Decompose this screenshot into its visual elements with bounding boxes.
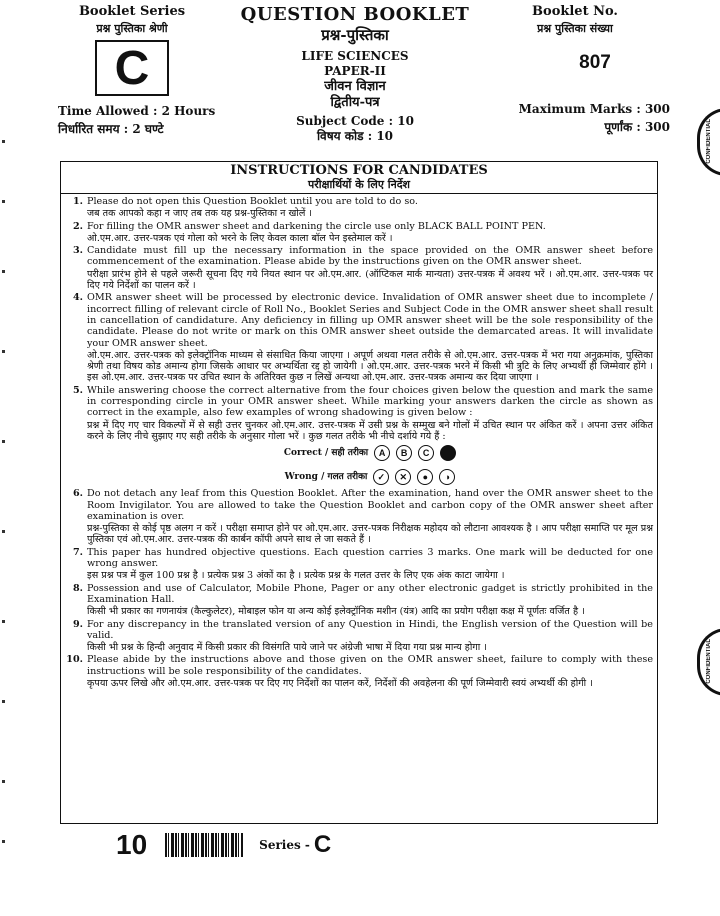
- correct-label: Correct / सही तरीका: [283, 447, 369, 458]
- instructions-title-hi: परीक्षार्थियों के लिए निर्देश: [61, 178, 657, 194]
- subject-name: LIFE SCIENCES: [301, 49, 409, 63]
- paper-name-hi: द्वितीय-पत्र: [330, 95, 380, 110]
- instruction-text-en: This paper has hundred objective questions. Each question carries 3 marks. One mark will be deducted for one wrong answer.: [87, 546, 653, 570]
- wrong-marking-example: [87, 469, 653, 485]
- maximum-marks: Maximum Marks : 300: [518, 102, 670, 116]
- time-allowed-hi: निर्धारित समय : 2 घण्टे: [58, 122, 164, 136]
- instruction-text-en: Do not detach any leaf from this Question Booklet. After the examination, hand over the OMR answer sheet to the Room Invigilator. You are allowed to take the Question Booklet and carbon copy of the OMR answer sheet after examination is over.: [87, 488, 653, 522]
- instruction-text-hi: किसी भी प्रश्न के हिन्दी अनुवाद में किसी प्रकार की विसंगति पाये जाने पर अंग्रेजी भाषा में दिया गया प्रश्न मान्य होगा ।: [87, 642, 487, 654]
- booklet-series-label-hi: प्रश्न पुस्तिका श्रेणी: [96, 22, 168, 35]
- series-letter-box: C: [95, 40, 169, 96]
- bubble-b-icon: B: [396, 445, 412, 461]
- instruction-text-en: Possession and use of Calculator, Mobile Phone, Pager or any other electronic gadget is strictly prohibited in the Examination Hall.: [87, 582, 653, 605]
- bubble-c-icon: C: [418, 445, 434, 461]
- booklet-no-label: Booklet No.: [532, 4, 618, 19]
- page-footer: [116, 829, 331, 861]
- instructions-title: INSTRUCTIONS FOR CANDIDATES: [230, 163, 488, 178]
- instruction-text-hi: ओ.एम.आर. उत्तर-पत्रक एवं गोला को भरने के लिए केवल काला बॉल पेन इस्तेमाल करें ।: [87, 232, 393, 244]
- header-center: [230, 4, 480, 144]
- instruction-text-hi: प्रश्न-पुस्तिका से कोई पृष्ठ अलग न करें । परीक्षा समाप्त होने पर ओ.एम.आर. उत्तर-पत्रक निरीक्षक महोदय को लौटाना आवश्यक है । आप परीक्षा समाप्ति पर मूल प्रश्न पुस्तिका एवं ओ.एम.आर. उत्तर-पत्रक की कार्बन कॉपी अपने साथ ले जा सकते हैं ।: [87, 523, 653, 546]
- instruction-text-en: Please abide by the instructions above and those given on the OMR answer sheet, failure to comply with these instructions will be sole responsibility of the candidates.: [87, 654, 653, 677]
- booklet-series-label: Booklet Series: [78, 4, 186, 19]
- confidential-seal-icon: CONFIDENTIAL: [697, 628, 720, 696]
- page-number: 10: [116, 829, 148, 860]
- bubble-partial-icon: ◑: [439, 469, 455, 485]
- bubble-a-icon: A: [374, 445, 390, 461]
- instruction-item: 3. Candidate must fill up the necessary information in the space provided on the OMR answer sheet before commencement of the examination. Please abide by the instructions given on the OMR answer sheet. परीक्षा प्रारंभ होने से पहले जरूरी सूचना दिए गये नियत स्थान पर ओ.एम.आर. (ऑप्टिकल मार्क मान्यता) उत्तर-पत्रक में अवश्य भरें । ओ.एम.आर. उत्तर-पत्रक पर दिए गये निर्देशों का पालन करें ।: [72, 245, 653, 292]
- instruction-text-hi: कृपया ऊपर लिखे और ओ.एम.आर. उत्तर-पत्रक पर दिए गए निर्देशों का पालन करें, निर्देशों की अवहेलना की पूर्ण जिम्मेवारी स्वयं अभ्यर्थी की होगी ।: [87, 677, 593, 689]
- instruction-text-hi: प्रश्न में दिए गए चार विकल्पों में से सही उत्तर चुनकर ओ.एम.आर. उत्तर-पत्रक में उसी प्रश्न के सम्मुख बने गोलों में उचित स्थान पर अंकित करें । अपना उत्तर अंकित करने के लिए नीचे सुझाए गए सही तरीके के अनुसार गोला भरें । कुछ गलत तरीके भी नीचे दर्शाये गये हैं :: [87, 419, 653, 442]
- confidential-seal-icon: CONFIDENTIAL: [697, 108, 720, 176]
- wrong-label: Wrong / गलत तरीका: [284, 471, 368, 482]
- instruction-item: 5. While answering choose the correct alternative from the four choices given below the question and mark the same in corresponding circle in your OMR answer sheet. While marking your answers darken the circle as shown as correct in the example, also few examples of wrong shadowing is given below : प्रश्न में दिए गए चार विकल्पों में से सही उत्तर चुनकर ओ.एम.आर. उत्तर-पत्रक में उसी प्रश्न के सम्मुख बने गोलों में उचित स्थान पर अंकित करें । अपना उत्तर अंकित करने के लिए नीचे सुझाए गए सही तरीके के अनुसार गोला भरें । कुछ गलत तरीके भी नीचे दर्शाये गये हैं : Correct / सही तरीका A B C Wrong / गलत तरीका ✓ ✕ ● ◑: [61, 385, 653, 488]
- instructions-list: [61, 194, 657, 690]
- time-allowed: Time Allowed : 2 Hours: [58, 104, 216, 118]
- instruction-item: 4. OMR answer sheet will be processed by electronic device. Invalidation of OMR answer sheet due to incomplete / incorrect filling of relevant circle of Roll No., Booklet Series and Subject Code in the OMR answer sheet shall result in cancellation of candidature. Any deficiency in filling up OMR answer sheet will be the sole responsibility of the candidate. Please do not write or mark on this OMR answer sheet outside the demarcated areas. It will invalidate your OMR answer sheet. ओ.एम.आर. उत्तर-पत्रक को इलेक्ट्रॉनिक माध्यम से संसाधित किया जाएगा । अपूर्ण अथवा गलत तरीके से ओ.एम.आर. उत्तर-पत्रक में भरा गया अनुक्रमांक, पुस्तिका श्रेणी तथा विषय कोड अमान्य होगा जिसके आधार पर अभ्यर्थिता रद्द हो जायेगी । ओ.एम.आर. उत्तर-पत्रक भरने में किसी भी त्रुटि के लिए अभ्यर्थी ही जिम्मेवार होंगे । इस ओ.एम.आर. उत्तर-पत्रक पर उचित स्थान के अतिरिक्त कुछ न लिखें अन्यथा ओ.एम.आर. उत्तर-पत्रक अमान्य कर दिया जाएगा ।: [72, 292, 653, 384]
- instruction-text-en: Please do not open this Question Booklet until you are told to do so.: [87, 196, 418, 207]
- booklet-no-label-hi: प्रश्न पुस्तिका संख्या: [537, 22, 613, 35]
- instruction-item: 8. Possession and use of Calculator, Mobile Phone, Pager or any other electronic gadget is strictly prohibited in the Examination Hall. किसी भी प्रकार का गणनायंत्र (कैल्कुलेटर), मोबाइल फोन या अन्य कोई इलेक्ट्रॉनिक मशीन (यंत्र) आदि का प्रयोग परीक्षा कक्ष में पूर्णतः वर्जित है ।: [72, 582, 653, 618]
- instruction-text-en: OMR answer sheet will be processed by electronic device. Invalidation of OMR answer sheet due to incomplete / incorrect filling of relevant circle of Roll No., Booklet Series and Subject Code in the OMR answer sheet shall result in cancellation of candidature. Any deficiency in filling up OMR answer sheet will be the sole responsibility of the candidate. Please do not write or mark on this OMR answer sheet outside the demarcated areas. It will invalidate your OMR answer sheet.: [87, 292, 653, 349]
- instruction-item: 2. For filling the OMR answer sheet and darkening the circle use only BLACK BALL POINT PEN. ओ.एम.आर. उत्तर-पत्रक एवं गोला को भरने के लिए केवल काला बॉल पेन इस्तेमाल करें ।: [61, 221, 653, 246]
- instruction-text-hi: इस प्रश्न पत्र में कुल 100 प्रश्न है । प्रत्येक प्रश्न 3 अंकों का है । प्रत्येक प्रश्न के गलत उत्तर के लिए एक अंक काटा जायेगा ।: [87, 570, 505, 582]
- instruction-text-hi: जब तक आपको कहा न जाए तब तक यह प्रश्न-पुस्तिका न खोलें ।: [87, 208, 313, 220]
- bubble-dot-icon: ●: [417, 469, 433, 485]
- bubble-filled-icon: [440, 445, 456, 461]
- instruction-text-hi: किसी भी प्रकार का गणनायंत्र (कैल्कुलेटर), मोबाइल फोन या अन्य कोई इलेक्ट्रॉनिक मशीन (यंत्र) आदि का प्रयोग परीक्षा कक्ष में पूर्णतः वर्जित है ।: [87, 606, 585, 618]
- booklet-title: QUESTION BOOKLET: [240, 4, 470, 25]
- booklet-title-hi: प्रश्न-पुस्तिका: [321, 26, 389, 44]
- scan-edge-marks: [2, 140, 6, 860]
- barcode-icon: [165, 833, 243, 857]
- instruction-text-hi: ओ.एम.आर. उत्तर-पत्रक को इलेक्ट्रॉनिक माध्यम से संसाधित किया जाएगा । अपूर्ण अथवा गलत तरीके से ओ.एम.आर. उत्तर-पत्रक में भरा गया अनुक्रमांक, पुस्तिका श्रेणी तथा विषय कोड अमान्य होगा जिसके आधार पर अभ्यर्थिता रद्द हो जायेगी । ओ.एम.आर. उत्तर-पत्रक भरने में किसी भी त्रुटि के लिए अभ्यर्थी ही जिम्मेवार होंगे । इस ओ.एम.आर. उत्तर-पत्रक पर उचित स्थान के अतिरिक्त कुछ न लिखें अन्यथा ओ.एम.आर. उत्तर-पत्रक अमान्य कर दिया जाएगा ।: [87, 349, 653, 384]
- instruction-text-en: For filling the OMR answer sheet and darkening the circle use only BLACK BALL POINT PEN.: [87, 220, 546, 232]
- header-right: [480, 4, 670, 135]
- instruction-text-en: For any discrepancy in the translated version of any Question in Hindi, the English version of the Question will be valid.: [87, 618, 653, 641]
- instruction-item: 10. Please abide by the instructions above and those given on the OMR answer sheet, failure to comply with these instructions will be sole responsibility of the candidates. कृपया ऊपर लिखे और ओ.एम.आर. उत्तर-पत्रक पर दिए गए निर्देशों का पालन करें, निर्देशों की अवहेलना की पूर्ण जिम्मेवारी स्वयं अभ्यर्थी की होगी ।: [66, 654, 653, 689]
- correct-marking-example: [87, 445, 653, 461]
- instructions-box: [60, 161, 658, 824]
- instruction-text-en: While answering choose the correct alternative from the four choices given below the question and mark the same in corresponding circle in your OMR answer sheet. While marking your answers darken the circle as shown as correct in the example, also few examples of wrong shadowing is given below :: [87, 384, 653, 419]
- instruction-text-en: Candidate must fill up the necessary information in the space provided on the OMR answer sheet before commencement of the examination. Please abide by the instructions given on the OMR answer sheet.: [87, 245, 653, 268]
- instruction-item: 6. Do not detach any leaf from this Question Booklet. After the examination, hand over the OMR answer sheet to the Room Invigilator. You are allowed to take the Question Booklet and carbon copy of the OMR answer sheet after examination is over. प्रश्न-पुस्तिका से कोई पृष्ठ अलग न करें । परीक्षा समाप्त होने पर ओ.एम.आर. उत्तर-पत्रक निरीक्षक महोदय को लौटाना आवश्यक है । आप परीक्षा समाप्ति पर मूल प्रश्न पुस्तिका एवं ओ.एम.आर. उत्तर-पत्रक की कार्बन कॉपी अपने साथ ले जा सकते हैं ।: [72, 488, 653, 546]
- paper-name: PAPER-II: [324, 64, 386, 78]
- subject-name-hi: जीवन विज्ञान: [324, 79, 386, 94]
- instruction-text-hi: परीक्षा प्रारंभ होने से पहले जरूरी सूचना दिए गये नियत स्थान पर ओ.एम.आर. (ऑप्टिकल मार्क मान्यता) उत्तर-पत्रक में अवश्य भरें । ओ.एम.आर. उत्तर-पत्रक पर दिए गये निर्देशों का पालन करें ।: [87, 268, 653, 292]
- header-left: [58, 4, 216, 137]
- bubble-ticked-icon: ✓: [373, 469, 389, 485]
- instruction-item: 9. For any discrepancy in the translated version of any Question in Hindi, the English version of the Question will be valid. किसी भी प्रश्न के हिन्दी अनुवाद में किसी प्रकार की विसंगति पाये जाने पर अंग्रेजी भाषा में दिया गया प्रश्न मान्य होगा ।: [72, 618, 653, 654]
- subject-code: Subject Code : 10: [296, 114, 414, 128]
- maximum-marks-hi: पूर्णांक : 300: [604, 120, 670, 134]
- instruction-item: 1. Please do not open this Question Booklet until you are told to do so. जब तक आपको कहा न जाए तब तक यह प्रश्न-पुस्तिका न खोलें ।: [61, 196, 653, 221]
- booklet-number: 807: [579, 52, 611, 73]
- bubble-crossed-icon: ✕: [395, 469, 411, 485]
- subject-code-hi: विषय कोड : 10: [316, 129, 394, 143]
- series-footer-letter: C: [313, 831, 332, 858]
- instruction-item: 7. This paper has hundred objective questions. Each question carries 3 marks. One mark will be deducted for one wrong answer. इस प्रश्न पत्र में कुल 100 प्रश्न है । प्रत्येक प्रश्न 3 अंकों का है । प्रत्येक प्रश्न के गलत उत्तर के लिए एक अंक काटा जायेगा ।: [72, 546, 653, 582]
- series-footer-label: Series -: [259, 838, 310, 852]
